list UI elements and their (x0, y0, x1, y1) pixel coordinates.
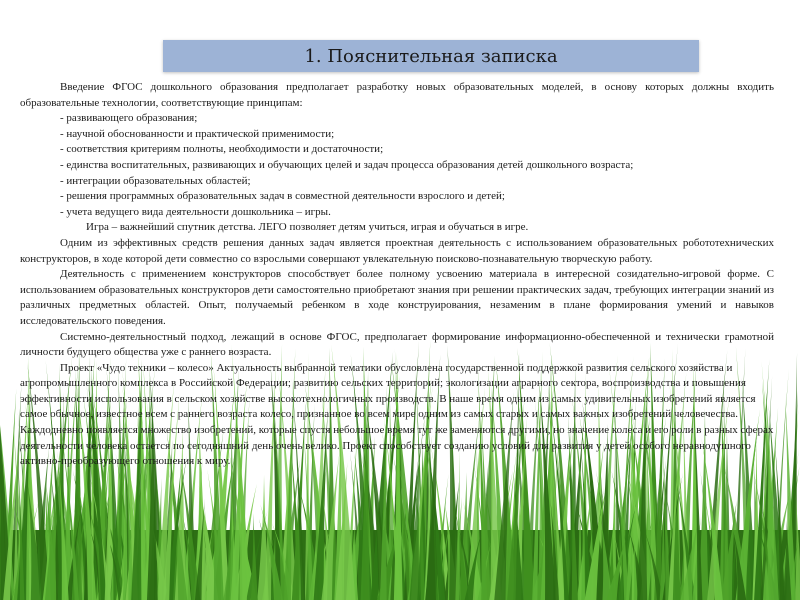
principle-item: - интеграции образовательных областей; (60, 174, 251, 187)
system-approach-paragraph: Системно-деятельностный подход, лежащий в основе ФГОС, предполагает формирование информационно-обеспеченной и технически грамотной личности будущего общества уже с раннего возраста. (20, 330, 774, 359)
principle-item: - соответствия критериям полноты, необходимости и достаточности; (60, 143, 384, 156)
principle-item: - учета ведущего вида деятельности дошкольника – игры. (60, 205, 331, 218)
project-paragraph: Одним из эффективных средств решения данных задач является проектная деятельность с использованием образовательных робототехнических конструкторов, в ходе которой дети совместно со взрослыми совершают увлекательную поисково-познавательную творческую работу. (20, 236, 774, 265)
intro-paragraph: Введение ФГОС дошкольного образования предполагает разработку новых образовательных моделей, в основу которых должны входить образовательные технологии, соответствующие принципам: (20, 81, 774, 109)
principle-item: - развивающего образования; (60, 112, 198, 125)
principle-item: - научной обоснованности и практической применимости; (60, 127, 335, 140)
constructors-paragraph: Деятельность с применением конструкторов способствует более полному усвоению материала в интересной созидательно-игровой форме. С использованием образовательных конструкторов дети самостоятельно приобретают знания при решении практических задач, требующих интеграции знаний из различных предметных областей. Опыт, получаемый ребенком в ходе конструирования, незаменим в плане формирования умений и навыков исследовательского поведения. (20, 268, 774, 327)
principle-item: - решения программных образовательных задач в совместной деятельности взрослого и детей; (60, 190, 505, 203)
wheel-project-paragraph: Проект «Чудо техники – колесо» Актуальность выбранной тематики обусловлена государственной поддержкой развития сельского хозяйства и агропромышленного комплекса в Российской Федерации; развитию сельских территорий; экологизации аграрного сектора, воспроизводства и повышения эффективности использования в сельском хозяйстве высокотехнологичных производств. В наше время одним из самых удивительных изобретений является самое обычное, известное всем с раннего возраста колесо, признанное во всем мире одним из самых старых и самых важных изобретений человечества. Каждодневно появляется множество изобретений, которые спустя небольшое время тут же заменяются другими, но значение колеса и его роли в разных сферах деятельности человека остается по сегодняшний день очень велико. Проект способствует созданию условий для развития у детей особого неравнодушного активно-преобразующего отношения к миру. (20, 361, 774, 468)
slide-title: 1. Пояснительная записка (304, 45, 558, 67)
explanatory-note-body (20, 80, 774, 470)
principle-item: - единства воспитательных, развивающих и обучающих целей и задач процесса образования детей дошкольного возраста; (60, 158, 634, 171)
game-paragraph: Игра – важнейший спутник детства. ЛЕГО позволяет детям учиться, играя и обучаться в игре. (86, 221, 529, 234)
slide-title-bar (163, 40, 699, 72)
